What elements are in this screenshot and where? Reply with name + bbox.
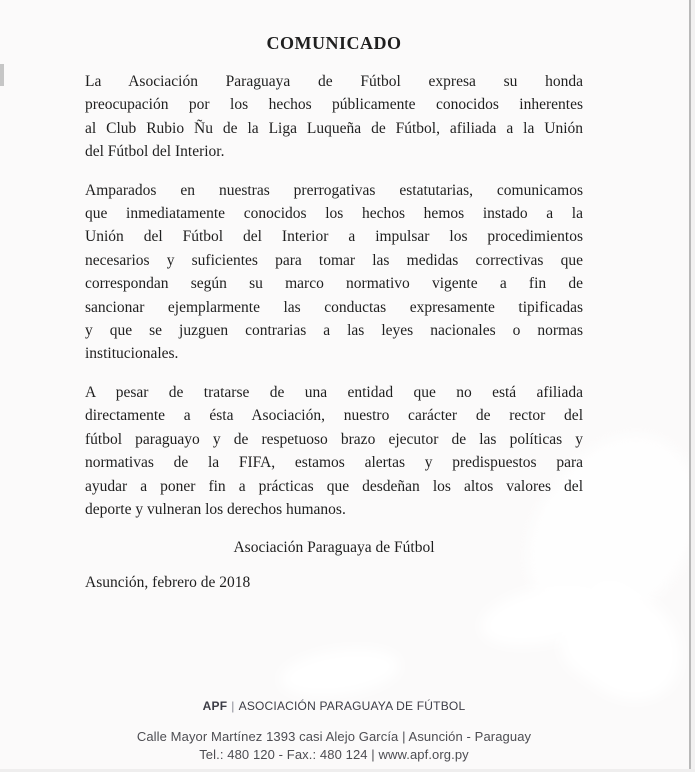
paragraph xyxy=(85,179,583,366)
dateline: Asunción, febrero de 2018 xyxy=(85,573,251,591)
footer-org-line xyxy=(85,698,583,714)
scan-watermark xyxy=(277,642,402,703)
footer-org-abbr: APF xyxy=(202,699,228,713)
scan-edge-strip xyxy=(691,0,695,772)
footer xyxy=(85,698,583,763)
text-line: Unión del Fútbol del Interior a impulsar los procedimientos xyxy=(85,228,583,246)
body-paragraphs xyxy=(85,70,583,594)
paragraph xyxy=(85,70,583,164)
text-line: ayudar a poner fin a prácticas que desdeñan los altos valores del xyxy=(85,477,583,495)
text-line: deporte y vulneran los derechos humanos. xyxy=(85,500,346,518)
text-line: preocupación por los hechos públicamente conocidos inherentes xyxy=(85,96,583,114)
text-line: que inmediatamente conocidos los hechos hemos instado a la xyxy=(85,205,583,223)
scan-edge-speck xyxy=(0,64,4,86)
text-line: y que se juzguen contrarias a las leyes nacionales o normas xyxy=(85,322,583,340)
footer-org-name: ASOCIACIÓN PARAGUAYA DE FÚTBOL xyxy=(238,699,466,713)
footer-contact: Tel.: 480 120 - Fax.: 480 124 | www.apf.org.py xyxy=(199,746,469,762)
page-title: COMUNICADO xyxy=(266,33,402,53)
text-line: institucionales. xyxy=(85,345,179,363)
signature: Asociación Paraguaya de Fútbol xyxy=(233,539,435,557)
text-line: al Club Rubio Ñu de la Liga Luqueña de Fútbol, afiliada a la Unión xyxy=(85,119,583,137)
scan-edge-artifact xyxy=(689,0,691,772)
text-line: correspondan según su marco normativo vigente a fin de xyxy=(85,275,583,293)
paragraph xyxy=(85,381,583,521)
text-line: directamente a ésta Asociación, nuestro carácter de rector del xyxy=(85,407,583,425)
text-line: necesarios y suficientes para tomar las medidas correctivas que xyxy=(85,251,583,269)
footer-address: Calle Mayor Martínez 1393 casi Alejo García | Asunción - Paraguay xyxy=(136,729,532,744)
text-line: La Asociación Paraguaya de Fútbol expresa su honda xyxy=(85,73,583,90)
text-line: normativas de la FIFA, estamos alertas y predispuestos para xyxy=(85,454,583,472)
text-line: Amparados en nuestras prerrogativas estatutarias, comunicamos xyxy=(85,181,583,199)
footer-separator: | xyxy=(231,699,235,713)
text-line: A pesar de tratarse de una entidad que no está afiliada xyxy=(85,383,583,401)
text-line: del Fútbol del Interior. xyxy=(85,143,225,161)
text-line: fútbol paraguayo y de respetuoso brazo ejecutor de las políticas y xyxy=(85,430,583,448)
text-line: sancionar ejemplarmente las conductas expresamente tipificadas xyxy=(85,298,583,316)
